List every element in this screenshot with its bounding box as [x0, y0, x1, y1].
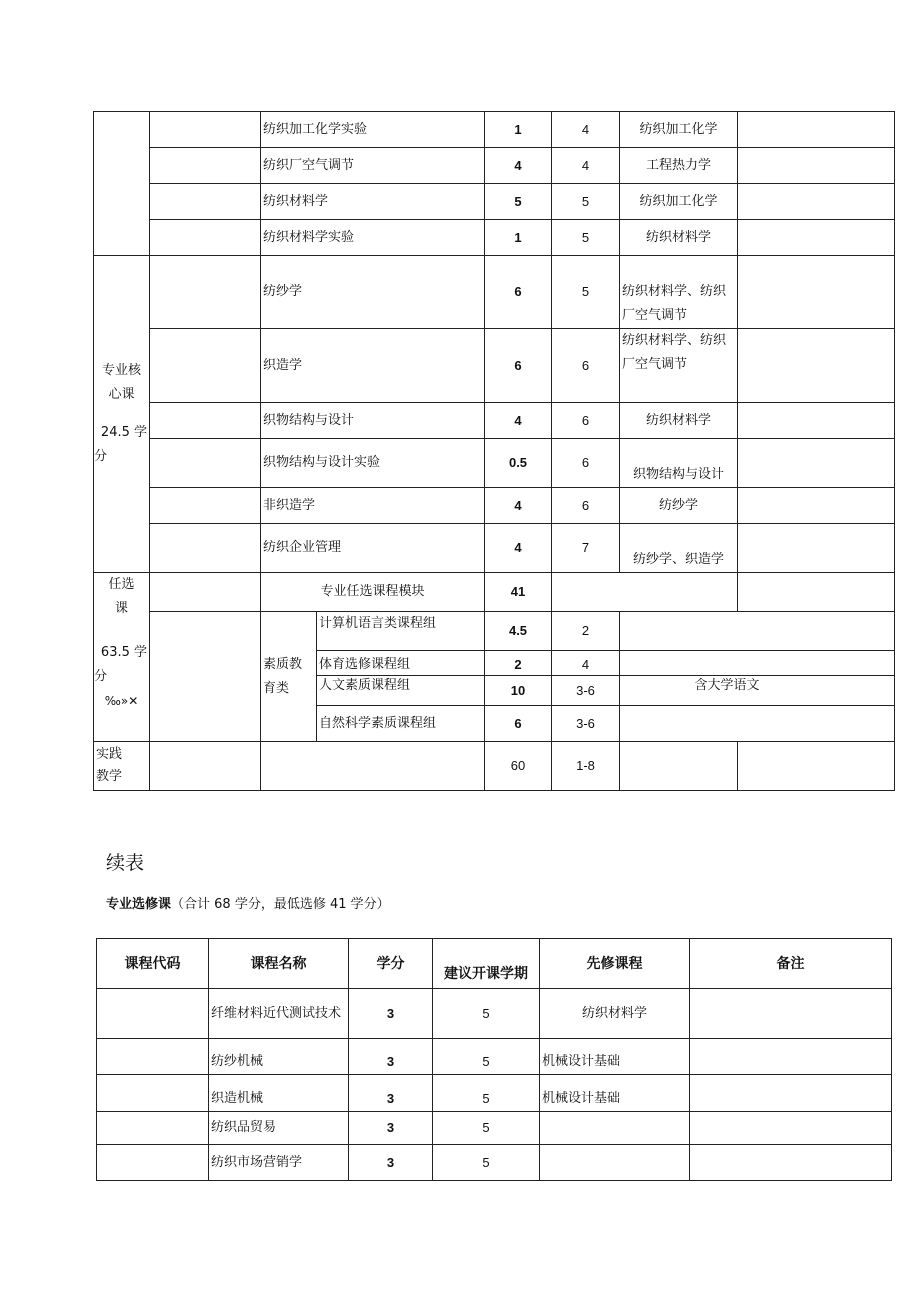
- course-semester: 5: [552, 256, 620, 329]
- module-credit: 41: [485, 573, 552, 612]
- table-row: [94, 403, 895, 439]
- header-note: 备注: [690, 939, 892, 989]
- table-row: [97, 1112, 892, 1145]
- table-row: [97, 1075, 892, 1112]
- course-prereq: 纺织材料学: [620, 403, 738, 439]
- course-credit: 3: [349, 1075, 433, 1112]
- course-name: 织物结构与设计: [261, 403, 485, 439]
- quality-category-label: 素质教: [263, 656, 303, 672]
- course-prereq: 工程热力学: [620, 148, 738, 184]
- course-prereq: 机械设计基础: [540, 1039, 690, 1075]
- course-table: [93, 111, 895, 791]
- table-row: [97, 989, 892, 1039]
- section-title: [106, 893, 390, 912]
- table-row: [94, 488, 895, 524]
- table-row: [94, 524, 895, 573]
- course-name: 纺织品贸易: [209, 1112, 349, 1145]
- group-name: 体育选修课程组: [317, 651, 485, 676]
- module-label: 专业任选课程模块: [261, 573, 485, 612]
- group-name: 计算机语言类课程组: [317, 612, 485, 651]
- elective-credits-label: 63.5 学: [100, 645, 147, 660]
- course-credit: 4: [485, 403, 552, 439]
- header-prereq: 先修课程: [540, 939, 690, 989]
- table-row: [94, 573, 895, 612]
- table-row: [94, 112, 895, 148]
- elective-marks: ‰»✕: [104, 694, 139, 708]
- major-elective-table: [96, 938, 892, 1181]
- group-credit: 10: [485, 676, 552, 706]
- core-credits-label: 24.5 学: [100, 425, 147, 440]
- elective-category-label: 任选: [108, 577, 135, 592]
- core-category-label: 专业核: [101, 363, 141, 378]
- table-row: [97, 1039, 892, 1075]
- course-credit: 0.5: [485, 439, 552, 488]
- course-credit: 4: [485, 524, 552, 573]
- course-credit: 3: [349, 1039, 433, 1075]
- header-course-name: 课程名称: [209, 939, 349, 989]
- course-semester: 5: [433, 1145, 540, 1181]
- core-category-cell: [94, 256, 150, 573]
- elective-category-label: 课: [114, 601, 128, 616]
- header-semester: 建议开课学期: [433, 939, 540, 989]
- table-row: [94, 742, 895, 791]
- course-prereq: 纺织材料学、纺织厂空气调节: [620, 256, 738, 329]
- course-semester: 4: [552, 148, 620, 184]
- course-semester: 5: [433, 1075, 540, 1112]
- quality-category-cell: [261, 612, 317, 742]
- quality-category-label: 育类: [263, 680, 290, 696]
- course-prereq: 纺织加工化学: [620, 112, 738, 148]
- course-name: 织造机械: [209, 1075, 349, 1112]
- course-prereq: [540, 1112, 690, 1145]
- header-course-code: 课程代码: [97, 939, 209, 989]
- table-row: [94, 184, 895, 220]
- group-credit: 2: [485, 651, 552, 676]
- course-prereq: 纺织加工化学: [620, 184, 738, 220]
- table-row: [94, 256, 895, 329]
- course-prereq: 纺织材料学: [540, 989, 690, 1039]
- table-row: [94, 148, 895, 184]
- group-credit: 6: [485, 706, 552, 742]
- practice-label: 教学: [96, 769, 123, 784]
- course-name: 纺织加工化学实验: [261, 112, 485, 148]
- course-name: 纤维材料近代测试技术: [209, 989, 349, 1039]
- group-name: 自然科学素质课程组: [317, 706, 485, 742]
- table-row: [94, 612, 895, 651]
- course-semester: 6: [552, 439, 620, 488]
- section-title-note: （合计 68 学分，最低选修 41 学分）: [171, 897, 390, 912]
- course-semester: 6: [552, 329, 620, 403]
- elective-category-cell: [94, 573, 150, 742]
- course-credit: 4: [485, 148, 552, 184]
- group-credit: 4.5: [485, 612, 552, 651]
- course-credit: 1: [485, 220, 552, 256]
- group-semester: 3-6: [552, 676, 620, 706]
- core-credits-label: 分: [94, 449, 108, 464]
- course-name: 纺织市场营销学: [209, 1145, 349, 1181]
- course-name: 纺织厂空气调节: [261, 148, 485, 184]
- course-prereq: 纺纱学: [620, 488, 738, 524]
- course-credit: 1: [485, 112, 552, 148]
- group-semester: 2: [552, 612, 620, 651]
- course-semester: 5: [552, 184, 620, 220]
- table-row: [97, 1145, 892, 1181]
- continued-title: 续表: [106, 852, 145, 874]
- course-name: 非织造学: [261, 488, 485, 524]
- section-title-bold: 专业选修课: [106, 897, 172, 912]
- course-prereq: 机械设计基础: [540, 1075, 690, 1112]
- course-name: 纺纱机械: [209, 1039, 349, 1075]
- course-semester: 7: [552, 524, 620, 573]
- course-credit: 6: [485, 256, 552, 329]
- table-header-row: [97, 939, 892, 989]
- table-row: [94, 329, 895, 403]
- course-credit: 6: [485, 329, 552, 403]
- course-credit: 3: [349, 1145, 433, 1181]
- course-prereq: 纺织材料学、纺织厂空气调节: [620, 329, 738, 403]
- course-credit: 3: [349, 1112, 433, 1145]
- group-semester: 3-6: [552, 706, 620, 742]
- course-prereq: [540, 1145, 690, 1181]
- course-prereq: 织物结构与设计: [620, 439, 738, 488]
- course-name: 纺织企业管理: [261, 524, 485, 573]
- course-prereq: 纺纱学、织造学: [620, 524, 738, 573]
- group-semester: 4: [552, 651, 620, 676]
- course-name: 纺织材料学: [261, 184, 485, 220]
- course-name: 纺纱学: [261, 256, 485, 329]
- course-semester: 6: [552, 403, 620, 439]
- table-row: [94, 439, 895, 488]
- group-note: 含大学语文: [620, 676, 895, 706]
- course-semester: 5: [433, 1039, 540, 1075]
- course-name: 织物结构与设计实验: [261, 439, 485, 488]
- course-semester: 5: [433, 1112, 540, 1145]
- practice-semester: 1-8: [552, 742, 620, 791]
- course-semester: 5: [433, 989, 540, 1039]
- table-row: [94, 220, 895, 256]
- course-credit: 5: [485, 184, 552, 220]
- header-credit: 学分: [349, 939, 433, 989]
- course-name: 织造学: [261, 329, 485, 403]
- course-semester: 6: [552, 488, 620, 524]
- course-semester: 4: [552, 112, 620, 148]
- course-name: 纺织材料学实验: [261, 220, 485, 256]
- core-category-label: 心课: [108, 387, 135, 402]
- course-prereq: 纺织材料学: [620, 220, 738, 256]
- course-semester: 5: [552, 220, 620, 256]
- group-name: 人文素质课程组: [317, 676, 485, 706]
- practice-label: 实践: [96, 747, 123, 762]
- course-credit: 3: [349, 989, 433, 1039]
- practice-category-cell: [94, 742, 150, 791]
- practice-credit: 60: [485, 742, 552, 791]
- elective-credits-label: 分: [94, 669, 108, 684]
- course-credit: 4: [485, 488, 552, 524]
